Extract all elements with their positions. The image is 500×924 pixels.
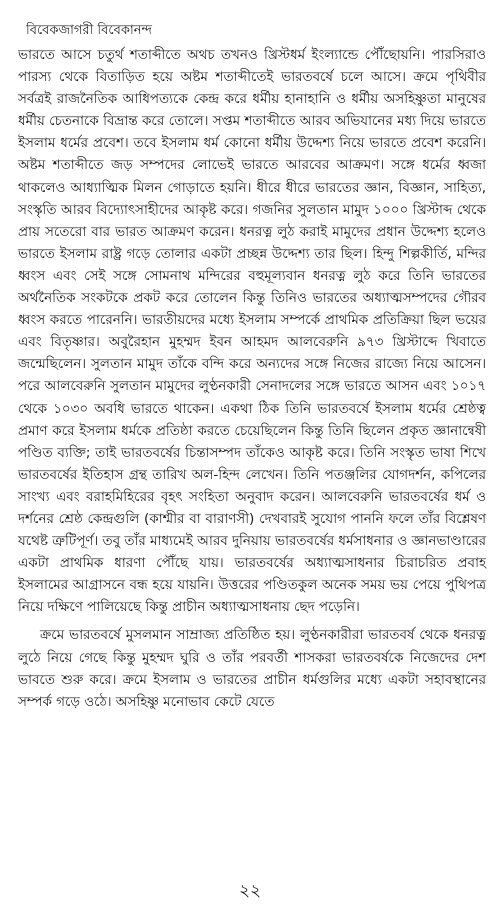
body-paragraph-1: ভারতে আসে চতুর্থ শতাব্দীতে অথচ তখনও খ্রিস্টধর্ম ইংল্যান্ডে পৌঁছোয়নি। পারসিরাও পারস্য থেকে বিতাড়িত হয়ে অষ্টম শতাব্দীতেই ভারতবর্ষে চলে আসে। ক্রমে পৃথিবীর সর্বত্রই রাজনৈতিক আধিপত্যকে কেন্দ্র করে ধর্মীয় হানাহানি ও ধর্মীয় অসহিষ্ণুতা মানুষের ধর্মীয় চেতনাকে বিভ্রান্ত করে তোলে। সপ্তম শতাব্দীতে আরব অভিযানের মধ্য দিয়ে ভারতে ইসলাম ধর্মের প্রবেশ। তবে ইসলাম ধর্ম কোনো ধর্মীয় উদ্দেশ্য নিয়ে ভারতে প্রবেশ করেনি। অষ্টম শতাব্দীতে জড় সম্পদের লোভেই ভারতে আরবের আক্রমণ। সঙ্গে ধর্মের ধ্বজা থাকলেও আধ্যাত্মিক মিলন গোড়াতে হয়নি। ধীরে ধীরে ভারতের জ্ঞান, বিজ্ঞান, সাহিত্য, সংস্কৃতি আরব বিদ্যোৎসাহীদের আকৃষ্ট করে। গজনির সুলতান মামুদ ১০০০ খ্রিস্টাব্দ থেকে প্রায় সতেরো বার ভারত আক্রমণ করেন। ধনরত্ন লুঠ করাই মামুদের প্রধান উদ্দেশ্য হলেও ভারতে ইসলাম রাষ্ট্র গড়ে তোলার একটা প্রচ্ছন্ন উদ্দেশ্য তার ছিল। হিন্দু শিল্পকীর্তি, মন্দির ধ্বংস এবং সেই সঙ্গে সোমনাথ মন্দিরের বহুমূল্যবান ধনরত্ন লুঠ করে তিনি ভারতের অর্থনৈতিক সংকটকে প্রকট করে তোলেন কিন্তু তিনিও ভারতের অধ্যাত্মসম্পদের গৌরব ধ্বংস করতে পারেননি। ভারতীয়দের মধ্যে ইসলাম সম্পর্কে প্রাথমিক প্রতিক্রিয়া ছিল ভয়ের এবং বিতৃষ্ণার। অবুরৈহান মুহম্মদ ইবন আহমদ আলবেরুনি ৯৭৩ খ্রিস্টাব্দে খিবাতে জন্মেছিলেন। সুলতান মামুদ তাঁকে বন্দি করে অন্যদের সঙ্গে নিজের রাজ্যে নিয়ে আসেন। পরে আলবেরুনি সুলতান মামুদের লুণ্ঠনকারী সেনাদলের সঙ্গে ভারতে আসন এবং ১০১৭ থেকে ১০৩০ অবধি ভারতে থাকেন। একথা ঠিক তিনি ভারতবর্ষে ইসলাম ধর্মের শ্রেষ্ঠত্ব প্রমাণ করে ইসলাম ধর্মকে প্রতিষ্ঠা করতে চেয়েছিলেন কিন্তু তিনি ছিলেন প্রকৃত জ্ঞানান্বেষী পণ্ডিত ব্যক্তি; তাই ভারতবর্ষের চিন্তাসম্পদ তাঁকেও আকৃষ্ট করে। তিনি সংস্কৃত ভাষা শিখে ভারতবর্ষের ইতিহাস গ্রন্থ তারিখ অল-হিন্দ লেখেন। তিনি পতঞ্জলির যোগদর্শন, কপিলের সাংখ্য এবং বরাহমিহিরের বৃহৎ সংহিতা অনুবাদ করেন। আলবেরুনি ভারতবর্ষের ধর্ম ও দর্শনের শ্রেষ্ঠ কেন্দ্রগুলি (কাশ্মীর বা বারাণসী) দেখবারই সুযোগ পাননি ফলে তাঁর বিশ্লেষণ যথেষ্ট ত্রুটিপূর্ণ। তবু তাঁর মাধ্যমেই আরব দুনিয়ায় ভারতবর্ষের ধর্মসাধনার ও জ্ঞানভাণ্ডারের একটা প্রাথমিক ধারণা পৌঁছে যায়। ভারতবর্ষের অধ্যাত্মসাধনার চিরাচরিত প্রবাহ ইসলামের আগ্রাসনে বন্ধ হয়ে যায়নি। উত্তরের পণ্ডিতকুল অনেক সময় ভয় পেয়ে পুথিপত্র নিয়ে দক্ষিণে পালিয়েছে কিন্তু প্রাচীন অধ্যাত্মসাধনায় ছেদ পড়েনি। bbox=[18, 47, 486, 616]
page-number: ২২ bbox=[238, 881, 262, 901]
running-head: বিবেকজাগরী বিবেকানন্দ bbox=[26, 23, 152, 38]
body-paragraph-2: ক্রমে ভারতবর্ষে মুসলমান সাম্রাজ্য প্রতিষ্ঠিত হয়। লুণ্ঠনকারীরা ভারতবর্ষ থেকে ধনরত্ন লুঠে নিয়ে গেছে কিন্তু মুহম্মদ ঘুরি ও তাঁর পরবর্তী শাসকরা ভারতবর্ষকে নিজেদের দেশ ভাবতে শুরু করে। ক্রমে ইসলাম ও ভারতের প্রাচীন ধর্মগুলির মধ্যে একটা সহাবস্থানের সম্পর্ক গড়ে ওঠে। অসহিষ্ণু মনোভাব কেটে যেতে bbox=[18, 627, 486, 710]
